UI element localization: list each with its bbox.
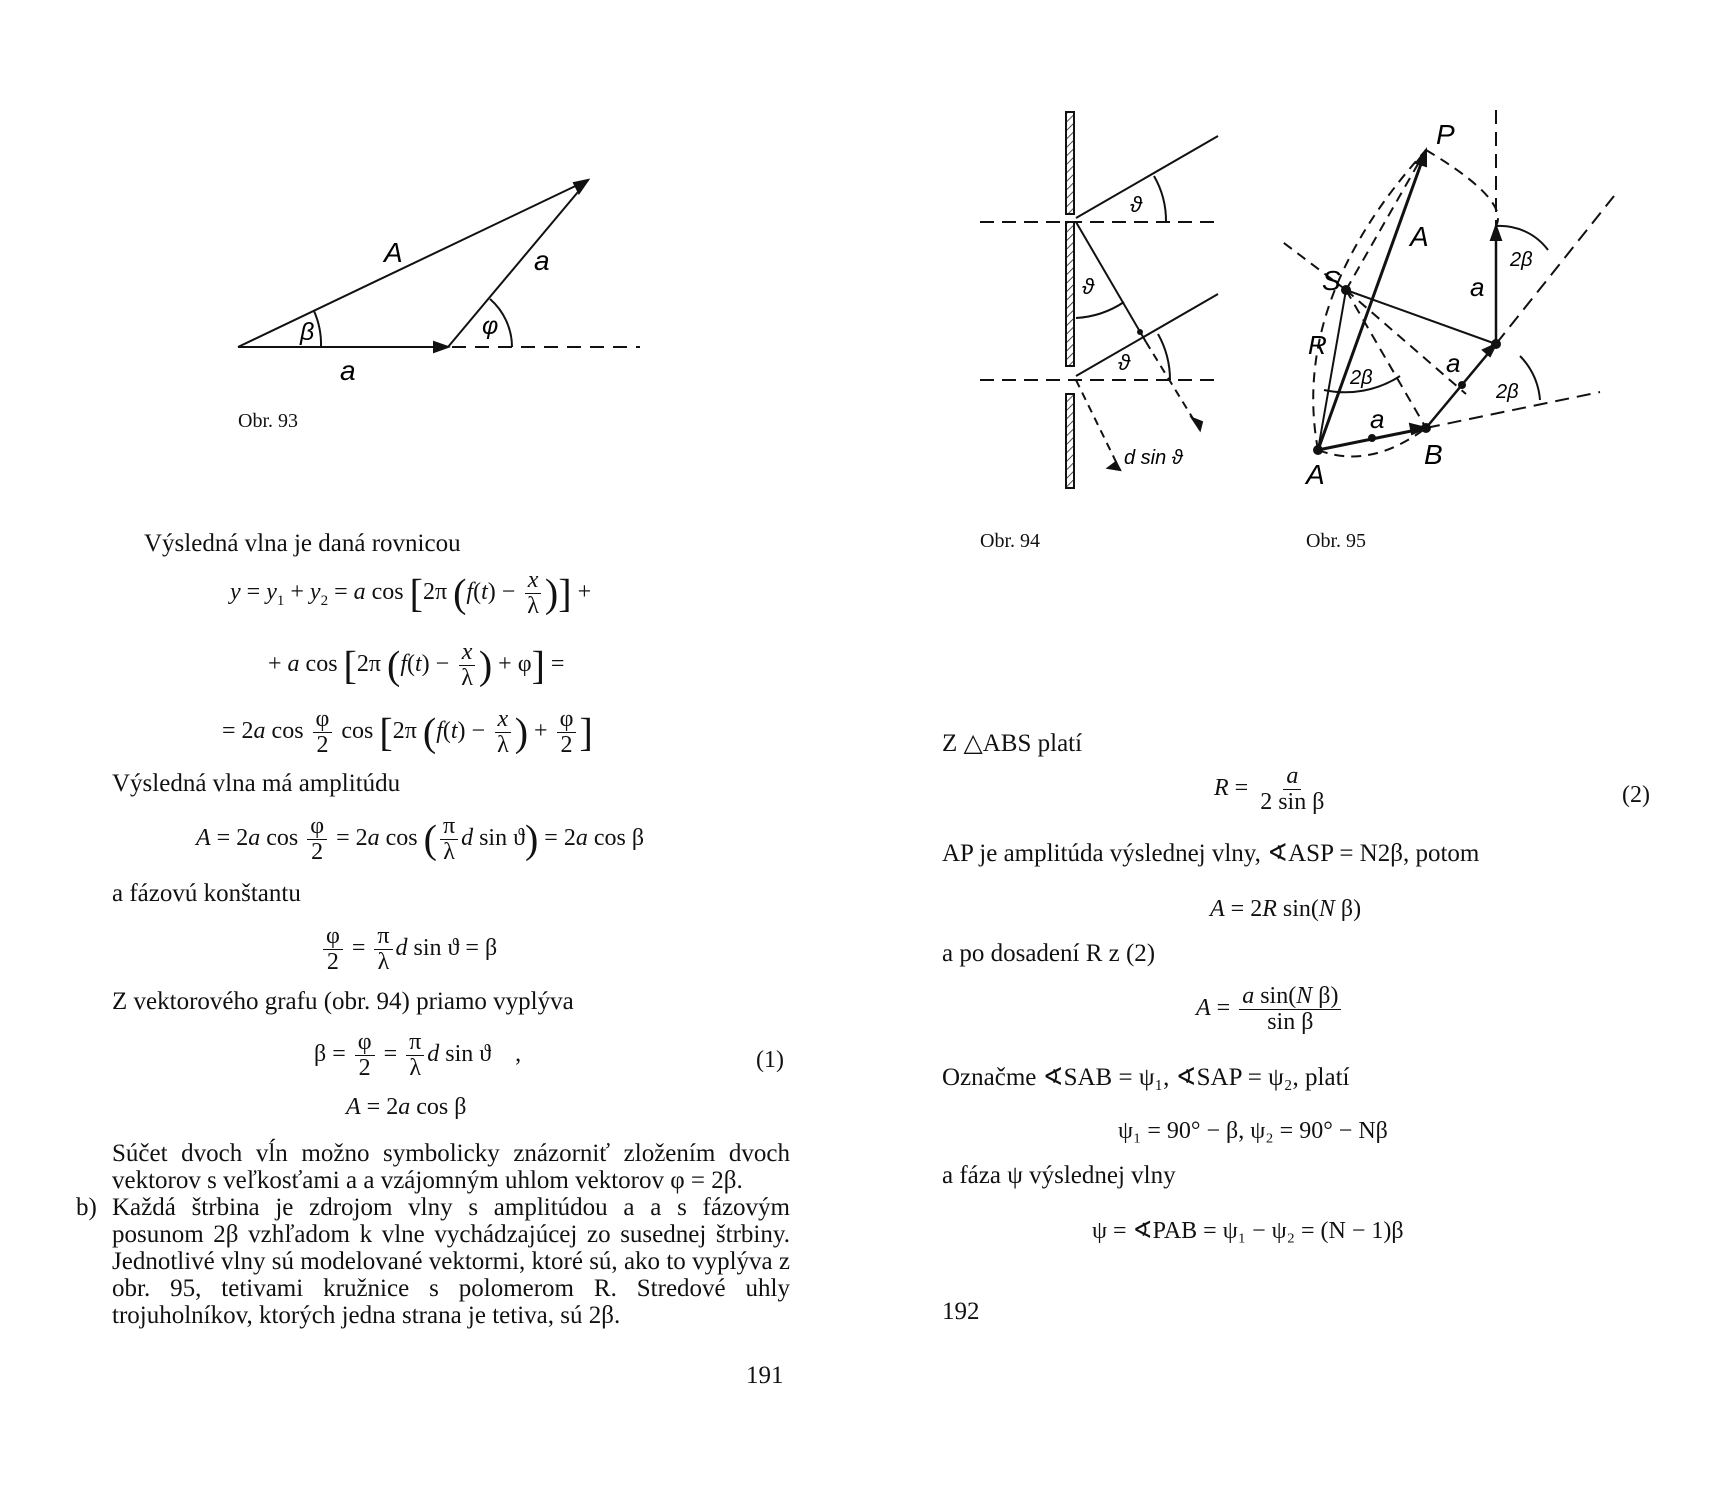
equation-6: R = $\frac{a}{\text{2 sin β}}$ xyxy=(1214,763,1325,816)
equation-1-line-2: + a cos [2π (f(t) − $\frac{x}{\lambda}$ ) + φ] = xyxy=(268,639,565,692)
notation-text: Označme ∢SAB = ψ₁, ∢SAP = ψ₂, platí xyxy=(942,1064,1350,1091)
equation-1-line-1: $y = y_1 + y_2 = a$ cos [2π (f(t) − $\frac{x}{\lambda}$ )] + xyxy=(230,567,592,620)
ap-amplitude-text: AP je amplitúda výslednej vlny, ∢ASP = N2β, potom xyxy=(942,840,1480,867)
fig93-label-a-base: a xyxy=(340,355,356,386)
fig95-label-2beta-3: 2β xyxy=(1350,367,1373,389)
fig95-label-A: A xyxy=(1306,459,1325,490)
paragraph-b: Každá štrbina je zdrojom vlny s amplitúdou a a s fázovým posunom 2β vzhľadom k vlne vychádzajúcej zo susednej štrbiny. Jednotlivé vlny sú modelované vektormi, ktoré sú, ako to vyplýva z obr. 95, tetivami kružnice s polomerom R. Stredové uhly trojuholníkov, ktorých jedna strana je tetiva, sú 2β. xyxy=(112,1194,790,1329)
fig94-label-theta-low: ϑ xyxy=(1118,350,1131,375)
fig93-label-a-side: a xyxy=(534,245,550,276)
fig95-label-a-3: a xyxy=(1370,404,1385,434)
paragraph-sum: Súčet dvoch vĺn možno symbolicky znázorniť zložením dvoch vektorov s veľkosťami a a vzájomným uhlom vektorov φ = 2β. xyxy=(112,1140,790,1194)
fig93-label-phi: φ xyxy=(482,312,499,340)
amplitude-label: Výsledná vlna má amplitúdu xyxy=(112,770,401,797)
fig95-label-S: S xyxy=(1322,265,1341,296)
equation-3: $\frac{\varphi}{2}$ = $\frac{\pi}{\lambda}$ d sin ϑ = β xyxy=(320,924,497,975)
equation-4: β = $\frac{\varphi}{2}$ = $\frac{\pi}{\lambda}$ d sin ϑ , xyxy=(314,1029,522,1082)
fig95-label-A-vector: A xyxy=(1410,221,1429,252)
item-b-label: b) xyxy=(76,1194,97,1221)
equation-7: A = 2R sin(N β) xyxy=(1210,896,1362,922)
equation-2: A = 2a cos $\frac{\varphi}{2}$ = 2a cos ( $\frac{\pi}{\lambda}$ d sin ϑ) = 2a cos β xyxy=(196,813,645,866)
fig94-label-dsin: d sin ϑ xyxy=(1124,447,1183,469)
fig94-label-theta-mid: ϑ xyxy=(1082,274,1095,299)
equation-8: A = $\frac{\text{a sin(N β)}}{\text{sin β}}$ xyxy=(1196,984,1344,1035)
fig93-caption: Obr. 93 xyxy=(238,410,298,432)
abs-triangle-text: Z △ABS platí xyxy=(942,730,1083,757)
vector-graph-text: Z vektorového grafu (obr. 94) priamo vyplýva xyxy=(112,988,574,1015)
fig95-label-P: P xyxy=(1436,119,1455,150)
fig95-label-R: R xyxy=(1308,330,1327,360)
fig95-label-a-1: a xyxy=(1470,272,1485,302)
fig95-label-2beta-1: 2β xyxy=(1510,249,1533,271)
equation-10: ψ = ∢PAB = ψ₁ − ψ₂ = (N − 1)β xyxy=(1092,1218,1404,1244)
phase-label: a fázovú konštantu xyxy=(112,880,301,907)
fig94-caption: Obr. 94 xyxy=(980,530,1040,552)
equation-4-number: (1) xyxy=(756,1047,784,1073)
fig95-caption: Obr. 95 xyxy=(1306,530,1366,552)
fig95-label-B: B xyxy=(1424,439,1443,470)
fig94-label-theta-top: ϑ xyxy=(1130,192,1143,217)
equation-1-line-3: = 2a cos $\frac{\varphi}{2}$ cos [2π (f(t) − $\frac{x}{\lambda}$ ) + $\frac{\varphi}{2}$ ] xyxy=(222,706,593,759)
substitution-text: a po dosadení R z (2) xyxy=(942,940,1156,967)
intro-text: Výsledná vlna je daná rovnicou xyxy=(144,530,461,557)
fig95-label-a-2: a xyxy=(1446,348,1461,378)
fig95-label-2beta-2: 2β xyxy=(1496,381,1519,403)
phase-result-text: a fáza ψ výslednej vlny xyxy=(942,1162,1176,1189)
page-number-left: 191 xyxy=(746,1362,784,1389)
equation-5: A = 2a cos β xyxy=(346,1094,467,1120)
equation-9: ψ₁ = 90° − β, ψ₂ = 90° − Nβ xyxy=(1118,1118,1388,1144)
fig93-label-A: A xyxy=(384,237,403,268)
equation-6-number: (2) xyxy=(1622,782,1650,808)
page-number-right: 192 xyxy=(942,1298,980,1325)
fig93-label-beta: β xyxy=(300,318,315,346)
